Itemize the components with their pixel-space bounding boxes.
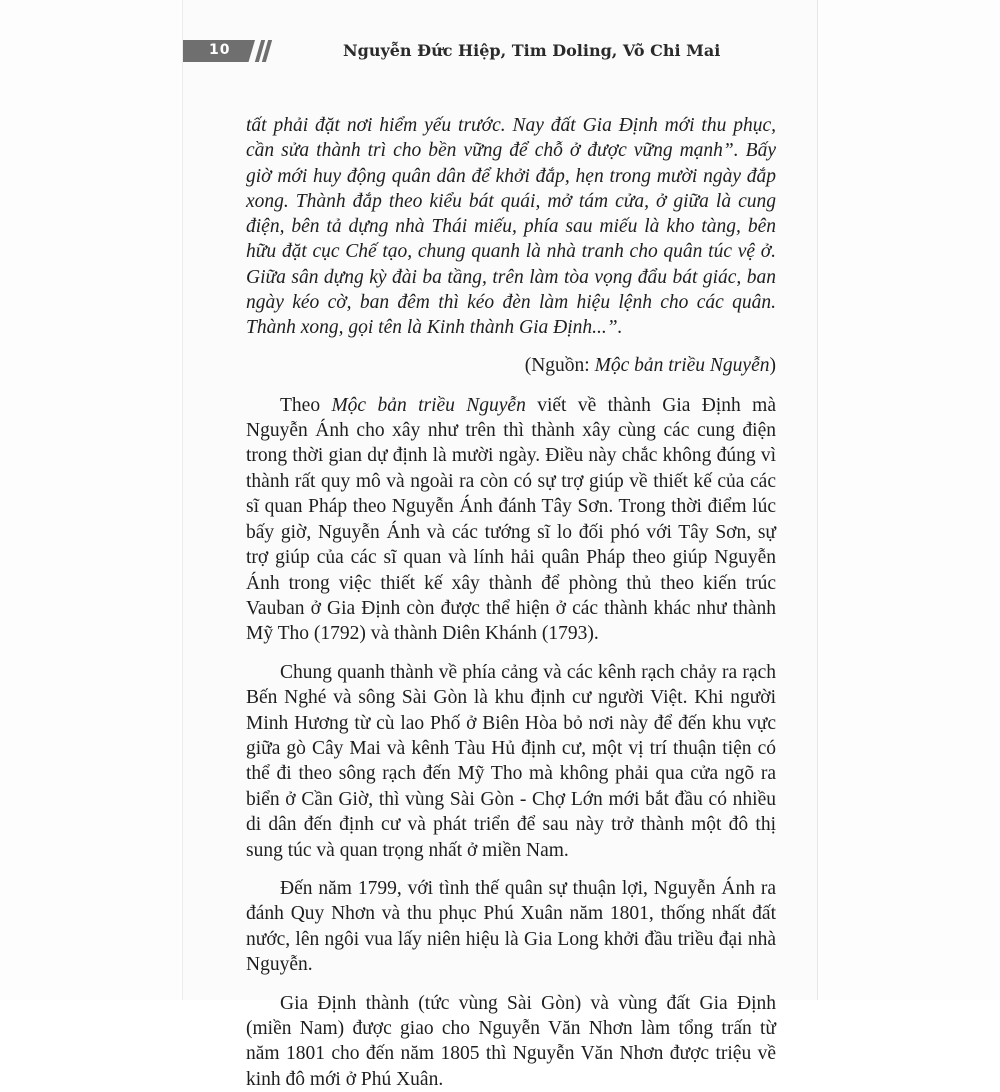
page-number: 10 (209, 42, 231, 58)
source-title: Mộc bản triều Nguyễn (594, 354, 770, 376)
paragraph-rest: viết về thành Gia Định mà Nguyễn Ánh cho xây như trên thì thành xây cùng các cung điện trong thời gian dự định là mười ngày. Điều này chắc không đúng vì thành rất quy mô và ngoài ra còn có sự trợ giúp về thiết kế của các sĩ quan Pháp theo Nguyễn Ánh đánh Tây Sơn. Trong thời điểm lúc bấy giờ, Nguyễn Ánh và các tướng sĩ lo đối phó với Tây Sơn, sự trợ giúp của các sĩ quan và lính hải quân Pháp theo giúp Nguyễn Ánh trong việc thiết kế xây thành để phòng thủ theo kiến trúc Vauban ở Gia Định còn được thể hiện ở các thành khác như thành Mỹ Tho (1792) và thành Diên Khánh (1793). (246, 394, 776, 645)
paragraph-book-title: Mộc bản triều Nguyễn (331, 394, 526, 416)
paragraph (246, 393, 776, 647)
paragraph: Đến năm 1799, với tình thế quân sự thuận lợi, Nguyễn Ánh ra đánh Quy Nhơn và thu phục Phú Xuân năm 1801, thống nhất đất nước, lên ngôi vua lấy niên hiệu là Gia Long khởi đầu triều đại nhà Nguyễn. (246, 877, 776, 976)
page-header (183, 40, 817, 62)
quoted-passage: tất phải đặt nơi hiểm yếu trước. Nay đất Gia Định mới thu phục, cần sửa thành trì cho bền vững để chỗ ở được vững mạnh”. Bấy giờ mới huy động quân dân để khởi đắp, hẹn trong mười ngày đắp xong. Thành đắp theo kiểu bát quái, mở tám cửa, ở giữa là cung điện, bên tả dựng nhà Thái miếu, phía sau miếu là kho tàng, bên hữu đặt cục Chế tạo, chung quanh là nhà tranh cho quân túc vệ ở. Giữa sân dựng kỳ đài ba tầng, trên làm tòa vọng đẩu bát giác, ban ngày kéo cờ, ban đêm thì kéo đèn làm hiệu lệnh cho các quân. Thành xong, gọi tên là Kinh thành Gia Định...”. (246, 115, 776, 339)
running-head-authors: Nguyễn Đức Hiệp, Tim Doling, Võ Chi Mai (343, 41, 721, 60)
paragraph-lead: Theo (280, 394, 332, 416)
book-page (183, 0, 817, 1090)
paragraph: Gia Định thành (tức vùng Sài Gòn) và vùng đất Gia Định (miền Nam) được giao cho Nguyễn Văn Nhơn làm tổng trấn từ năm 1801 cho đến năm 1805 thì Nguyễn Văn Nhơn được triệu về kinh đô mới ở Phú Xuân. (246, 992, 776, 1090)
paragraph: Chung quanh thành về phía cảng và các kênh rạch chảy ra rạch Bến Nghé và sông Sài Gòn là khu định cư người Việt. Khi người Minh Hương từ cù lao Phố ở Biên Hòa bỏ nơi này để đến khu vực giữa gò Cây Mai và kênh Tàu Hủ định cư, một vị trí thuận tiện có thể đi theo sông rạch đến Mỹ Tho mà không phải qua cửa ngõ ra biển ở Cần Giờ, thì vùng Sài Gòn - Chợ Lớn mới bắt đầu có nhiều di dân đến định cư và phát triển để sau này trở thành một đô thị sung túc và quan trọng nhất ở miền Nam. (246, 661, 776, 861)
source-citation (246, 353, 776, 378)
source-prefix: (Nguồn: (524, 354, 595, 376)
page-body (246, 113, 776, 1092)
source-suffix: ) (769, 354, 776, 376)
